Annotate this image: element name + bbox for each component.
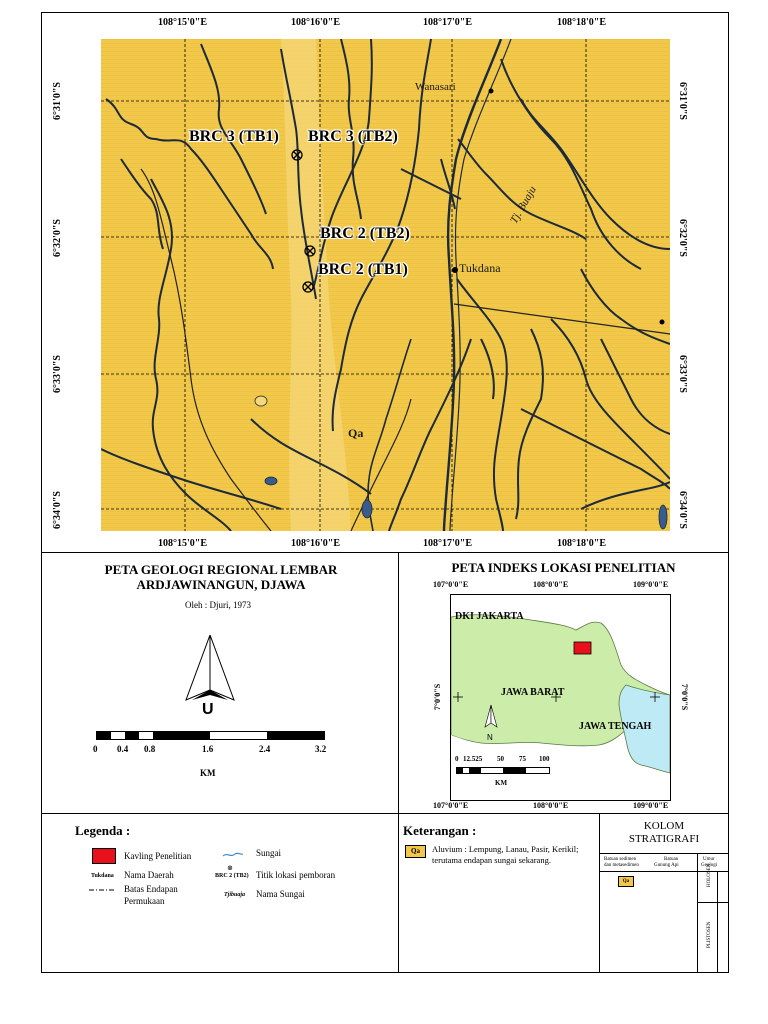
legend-batas-2: Permukaan (124, 896, 165, 906)
kolom-col3-2: Geologi (701, 863, 718, 868)
index-scale-4: 100 (539, 755, 550, 763)
index-scale-unit: KM (495, 779, 508, 787)
scale-tick-2: 0.8 (144, 744, 156, 754)
legend-kavling: Kavling Penelitian (124, 851, 192, 861)
kolom-age-plistosen: PLISTOSEN (707, 921, 712, 948)
divider-vertical (398, 552, 399, 973)
regional-author: Oleh : Djuri, 1973 (185, 600, 251, 610)
geology-map-drawing (101, 39, 670, 531)
alluvium-unit (101, 39, 670, 531)
divider-top (41, 552, 729, 553)
kolom-col3-1: Umur (703, 857, 715, 862)
index-top-tick-1: 107°0'0"E (433, 580, 469, 589)
legend-title: Legenda : (75, 823, 131, 838)
kolom-age-line (697, 902, 729, 903)
place-tukdana: Tukdana (459, 261, 501, 275)
index-top-tick-2: 108°0'0"E (533, 580, 569, 589)
index-right-tick: 7°0'0"S (680, 683, 689, 711)
kolom-header-line (599, 853, 729, 854)
keterangan-qa-swatch: Qa (405, 845, 426, 858)
label-brc3-tb1: BRC 3 (TB1) (189, 128, 279, 145)
label-brc2-tb1: BRC 2 (TB1) (318, 261, 408, 278)
wanasari-point (489, 89, 494, 94)
keterangan-title: Keterangan : (403, 823, 477, 838)
legend-nama-sungai: Nama Sungai (256, 889, 305, 899)
left-tick-2: 6°32'0"S (52, 219, 63, 257)
label-brc3-tb2: BRC 3 (TB2) (308, 128, 398, 145)
index-top-tick-3: 109°0'0"E (633, 580, 669, 589)
legend-titik-symbol: BRC 2 (TB2) (215, 873, 249, 879)
left-tick-4: 6°34'0"S (52, 491, 63, 529)
keterangan-line-1: Aluvium : Lempung, Lanau, Pasir, Kerikil; (432, 844, 579, 854)
scale-tick-4: 2.4 (259, 744, 271, 754)
index-north-letter: N (487, 733, 493, 742)
index-bottom-tick-2: 108°0'0"E (533, 801, 569, 810)
kolom-col-line (697, 853, 698, 973)
kolom-title-1: KOLOM (643, 820, 685, 832)
index-bottom-tick-3: 109°0'0"E (633, 801, 669, 810)
region-dki-jakarta: DKI JAKARTA (455, 611, 524, 622)
scale-tick-3: 1.6 (202, 744, 214, 754)
legend-nama-sungai-symbol: Tjibuaja (224, 892, 246, 898)
kolom-col-line-2 (717, 871, 718, 973)
top-tick-1: 108°15'0"E (158, 17, 207, 28)
kolom-col1-1: Batuan sedimen (604, 857, 637, 862)
kolom-age-holosen: HOLOSEN (707, 863, 712, 887)
index-left-tick: 7°0'0"S (433, 683, 442, 711)
right-tick-1: 6°31'0"S (677, 82, 688, 120)
right-tick-4: 6°34'0"S (677, 491, 688, 529)
spot-marker (660, 320, 665, 325)
legend-sungai: Sungai (256, 848, 282, 858)
index-map[interactable] (450, 594, 671, 801)
north-arrow (180, 630, 240, 710)
top-tick-3: 108°17'0"E (423, 17, 472, 28)
index-scale-0: 0 (455, 755, 459, 763)
top-tick-2: 108°16'0"E (291, 17, 340, 28)
legend-batas-1: Batas Endapan (124, 884, 178, 894)
scale-bar (96, 731, 325, 740)
tukdana-point (452, 267, 458, 273)
region-jawa-tengah: JAWA TENGAH (579, 721, 652, 732)
left-tick-3: 6°33'0"S (52, 355, 63, 393)
legend-red-swatch (92, 848, 116, 864)
legend-nama-daerah-symbol: Tukdana (91, 873, 114, 879)
bottom-tick-3: 108°17'0"E (423, 538, 472, 549)
region-jawa-barat: JAWA BARAT (501, 687, 565, 698)
river-name-tj-buaju: Tj. Buaju (508, 184, 539, 226)
index-scale-3: 75 (519, 755, 526, 763)
legend-boundary-symbol (89, 888, 115, 892)
index-bottom-tick-1: 107°0'0"E (433, 801, 469, 810)
kolom-qa-swatch: Qa (618, 876, 634, 887)
kolom-col2-2: Gunung Api (654, 863, 679, 868)
north-letter: U (202, 701, 214, 718)
scale-unit: KM (200, 768, 216, 778)
regional-title-1: PETA GEOLOGI REGIONAL LEMBAR (104, 562, 338, 577)
label-brc2-tb2: BRC 2 (TB2) (320, 225, 410, 242)
kolom-col1-2: dan metasedimen (604, 863, 639, 868)
bottom-tick-2: 108°16'0"E (291, 538, 340, 549)
regional-title-2: ARDJAWINANGUN, DJAWA (136, 577, 306, 592)
bottom-tick-4: 108°18'0"E (557, 538, 606, 549)
right-tick-2: 6°32'0"S (677, 219, 688, 257)
scale-tick-5: 3.2 (315, 744, 327, 754)
right-tick-3: 6°33'0"S (677, 355, 688, 393)
legend-titik-symbol-mark: ⊗ (227, 864, 233, 872)
index-title: PETA INDEKS LOKASI PENELITIAN (451, 560, 676, 575)
index-scale-2: 50 (497, 755, 504, 763)
bottom-tick-1: 108°15'0"E (158, 538, 207, 549)
keterangan-line-2: terutama endapan sungai sekarang. (432, 855, 551, 865)
legend-titik: Titik lokasi pemboran (256, 870, 336, 880)
index-scale-1: 12.525 (463, 755, 483, 763)
kolom-col2-1: Batuan (664, 857, 679, 862)
scale-tick-1: 0.4 (117, 744, 129, 754)
index-scale-bar (456, 767, 550, 774)
top-tick-4: 108°18'0"E (557, 17, 606, 28)
kolom-title-2: STRATIGRAFI (628, 833, 700, 845)
legend-river-symbol (222, 851, 244, 859)
geology-map[interactable] (101, 39, 670, 531)
scale-tick-0: 0 (93, 744, 98, 754)
place-wanasari: Wanasari (415, 81, 456, 93)
research-location-box (574, 642, 591, 654)
left-tick-1: 6°31'0"S (52, 82, 63, 120)
legend-nama-daerah: Nama Daerah (124, 870, 174, 880)
geology-unit-qa: Qa (348, 426, 364, 440)
